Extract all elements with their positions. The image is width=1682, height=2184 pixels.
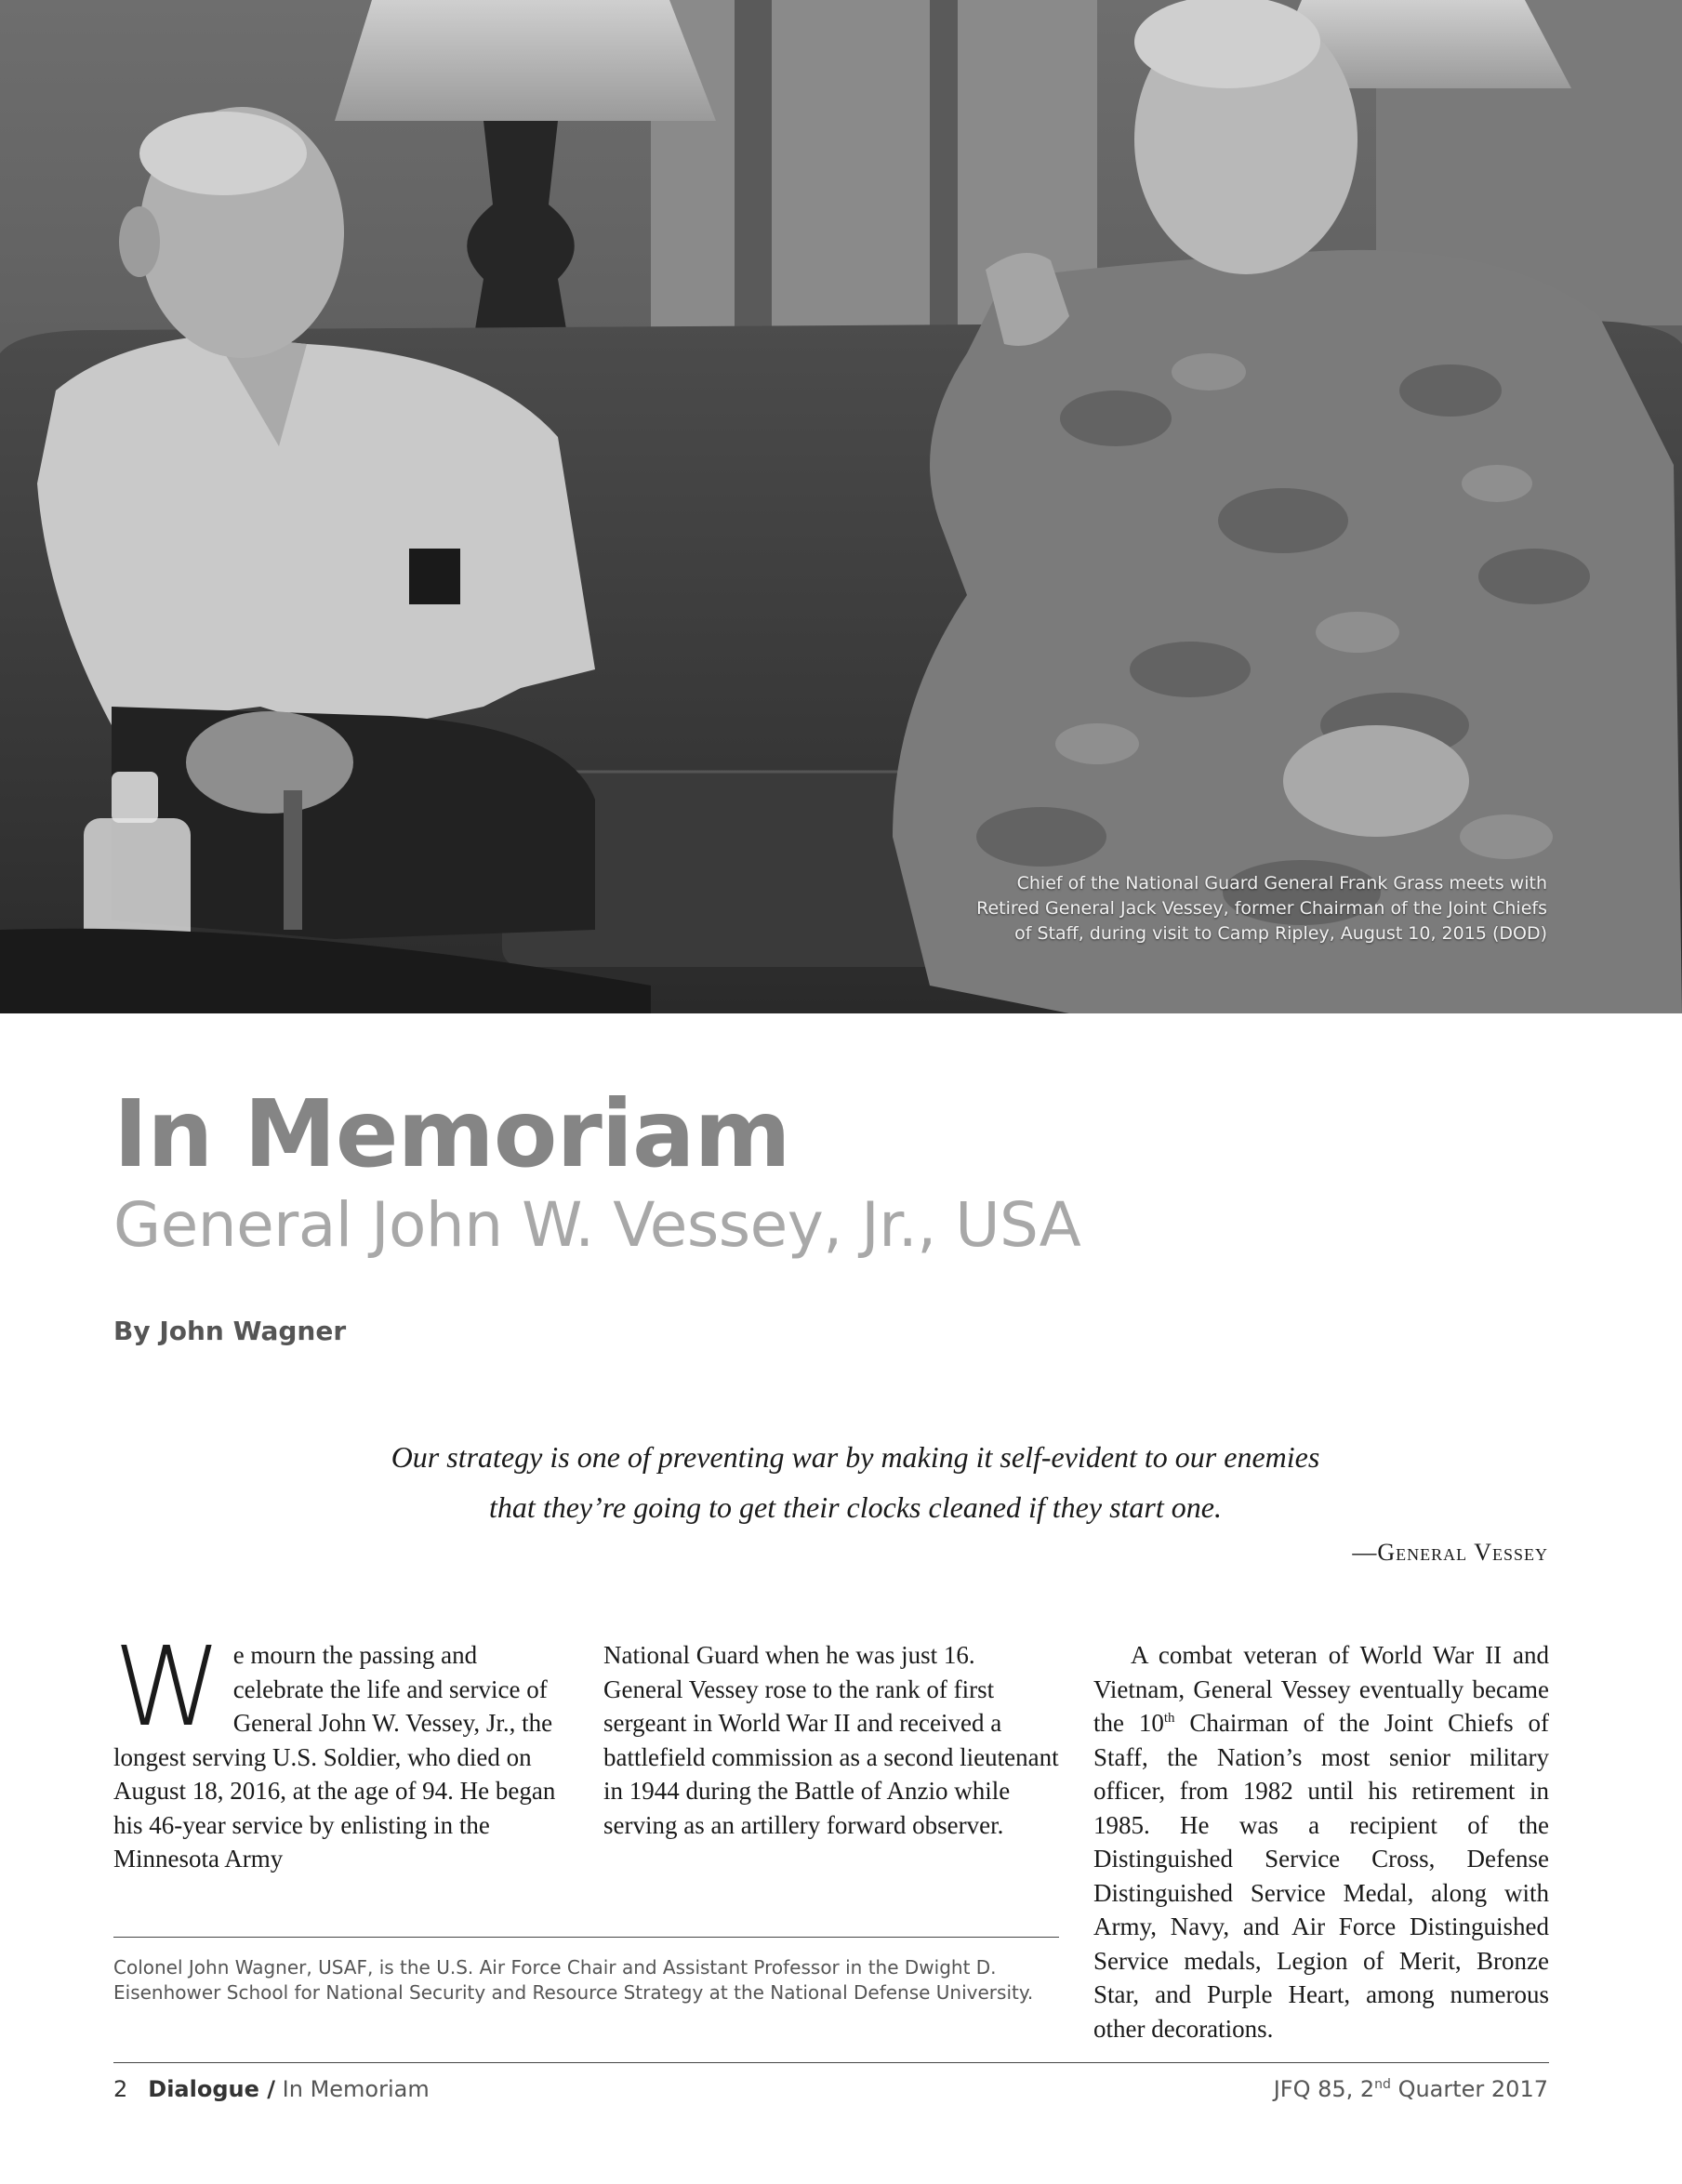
issue-text: Quarter 2017 [1390,2076,1548,2102]
page-title: In Memoriam [113,1079,790,1188]
article-column-2 [603,1638,1059,1842]
author-note: Colonel John Wagner, USAF, is the U.S. Air Force Chair and Assistant Professor in the Dwight D. Eisenhower School for National Security and Resource Strategy at the National Defense University. [113,1956,1034,2004]
section-subtitle: In Memoriam [275,2076,430,2102]
caption-line: of Staff, during visit to Camp Ripley, August 10, 2015 (DOD) [1014,923,1547,944]
epigraph-quote [279,1432,1432,1532]
column-text: Chairman of the Joint Chiefs of Staff, the Nation’s most senior military officer, from 1982 until his retirement in 1985. He was a recipient of the Distinguished Service Cross, Defense Distinguished Service Medal, along with Army, Navy, and Air Force Distinguished Service medals, Legion of Merit, Bronze Star, and Purple Heart, among numerous other decorations. [1093,1709,1549,2043]
header-photo [0,0,1682,1013]
footer-left [113,2076,430,2102]
section-name: Dialogue / [148,2076,276,2102]
photo-caption [841,871,1547,946]
footnote-divider [113,1937,1059,1938]
article-column-3 [1093,1638,1549,2045]
paragraph [1093,1638,1549,2045]
issue-ordinal: nd [1374,2077,1391,2092]
column-text: National Guard when he was just 16. General Vessey rose to the rank of first sergeant in World War II and received a battlefield commission as a second lieutenant in 1944 during the Battle of Anzio while serving as an artillery forward observer. [603,1641,1059,1839]
page-subtitle: General John W. Vessey, Jr., USA [113,1189,1081,1261]
photo-illustration [0,0,1682,1013]
ordinal-suffix: th [1163,1711,1175,1726]
byline: By John Wagner [113,1316,347,1346]
caption-line: Retired General Jack Vessey, former Chairman of the Joint Chiefs [976,898,1547,919]
column-text: A combat veteran of World War II and Vietnam, General Vessey eventually became the 10 [1093,1641,1549,1737]
page-number: 2 [113,2076,128,2102]
issue-text: JFQ 85, 2 [1273,2076,1375,2102]
article-column-1 [113,1622,569,1876]
caption-line: Chief of the National Guard General Frank Grass meets with [1016,873,1547,893]
epigraph-line: Our strategy is one of preventing war by making it self-evident to our enemies [391,1440,1320,1474]
epigraph-line: that they’re going to get their clocks cleaned if they start one. [489,1490,1222,1524]
epigraph-attribution: —General Vessey [1352,1539,1548,1566]
drop-cap: W [113,1622,222,1751]
column-text: e mourn the passing and celebrate the life and service of General John W. Vessey, Jr., the longest serving U.S. Soldier, who died on August 18, 2016, at the age of 94. He began his 46-year service by enlisting in the Minnesota Army [113,1641,556,1873]
footer-divider [113,2062,1549,2063]
issue-info [1274,2076,1548,2102]
